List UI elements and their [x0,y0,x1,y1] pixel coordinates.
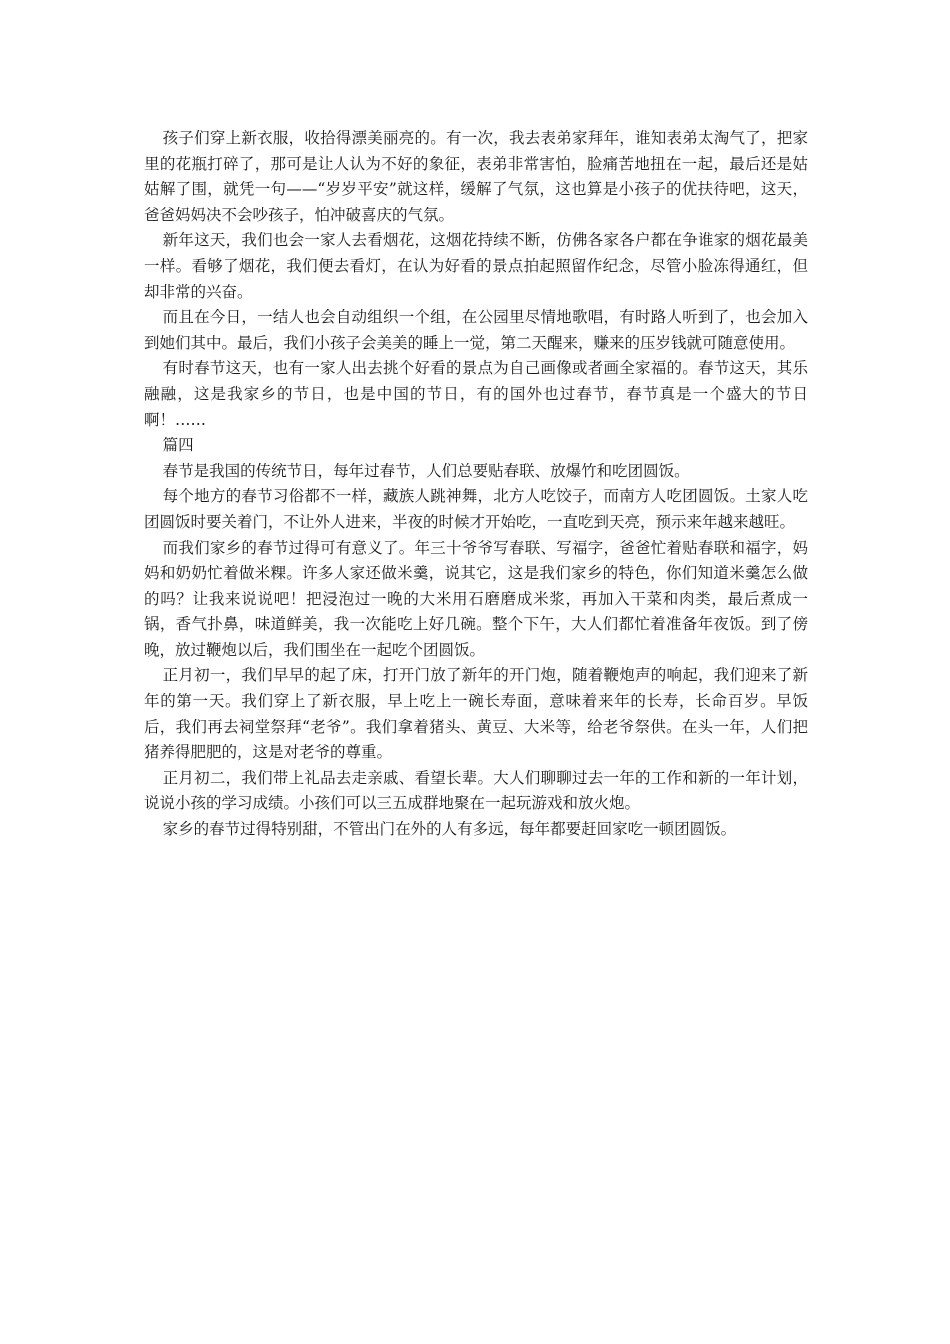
paragraph: 有时春节这天，也有一家人出去挑个好看的景点为自己画像或者画全家福的。春节这天，其乐融融，这是我家乡的节日，也是中国的节日，有的国外也过春节，春节真是一个盛大的节日啊！…… [144,359,808,429]
paragraph: 而我们家乡的春节过得可有意义了。年三十爷爷写春联、写福字，爸爸忙着贴春联和福字，妈妈和奶奶忙着做米粿。许多人家还做米羹，说其它，这是我们家乡的特色，你们知道米羹怎么做的吗？让我来说说吧！把浸泡过一晚的大米用石磨磨成米浆，再加入干菜和肉类，最后煮成一锅，香气扑鼻，味道鲜美，我一次能吃上好几碗。整个下午，大人们都忙着准备年夜饭。到了傍晚，放过鞭炮以后，我们围坐在一起吃个团圆饭。 [144,538,808,659]
paragraph: 春节是我国的传统节日，每年过春节，人们总要贴春联、放爆竹和吃团圆饭。 [162,461,690,480]
paragraph: 正月初二，我们带上礼品去走亲戚、看望长辈。大人们聊聊过去一年的工作和新的一年计划，说说小孩的学习成绩。小孩们可以三五成群地聚在一起玩游戏和放火炮。 [144,768,808,813]
paragraph: 而且在今日，一结人也会自动组织一个组，在公园里尽情地歌唱，有时路人听到了，也会加入到她们其中。最后，我们小孩子会美美的睡上一觉，第二天醒来，赚来的压岁钱就可随意使用。 [144,308,808,352]
document-body [144,126,808,843]
paragraph: 新年这天，我们也会一家人去看烟花，这烟花持续不断，仿佛各家各户都在争谁家的烟花最美一样。看够了烟花，我们便去看灯，在认为好看的景点拍起照留作纪念，尽管小脸冻得通红，但却非常的兴奋。 [144,231,808,301]
paragraph: 孩子们穿上新衣服，收拾得漂美丽亮的。有一次，我去表弟家拜年，谁知表弟太淘气了，把家里的花瓶打碎了，那可是让人认为不好的象征，表弟非常害怕，脸痛苦地扭在一起，最后还是姑姑解了围，就凭一句——“岁岁平安”就这样，缓解了气氛，这也算是小孩子的优扶待吧，这天，爸爸妈妈决不会吵孩子，怕冲破喜庆的气氛。 [144,129,808,224]
paragraph: 每个地方的春节习俗都不一样，藏族人跳神舞，北方人吃饺子，而南方人吃团圆饭。土家人吃团圆饭时要关着门，不让外人进来，半夜的时候才开始吃，一直吃到天亮，预示来年越来越旺。 [144,487,808,531]
paragraph: 家乡的春节过得特别甜，不管出门在外的人有多远，每年都要赶回家吃一顿团圆饭。 [162,820,737,839]
paragraph: 正月初一，我们早早的起了床，打开门放了新年的开门炮，随着鞭炮声的响起，我们迎来了新年的第一天。我们穿上了新衣服，早上吃上一碗长寿面，意味着来年的长寿，长命百岁。早饭后，我们再去祠堂祭拜“老爷”。我们拿着猪头、黄豆、大米等，给老爷祭供。在头一年，人们把猪养得肥肥的，这是对老爷的尊重。 [144,666,808,762]
section-heading: 篇四 [162,436,194,455]
